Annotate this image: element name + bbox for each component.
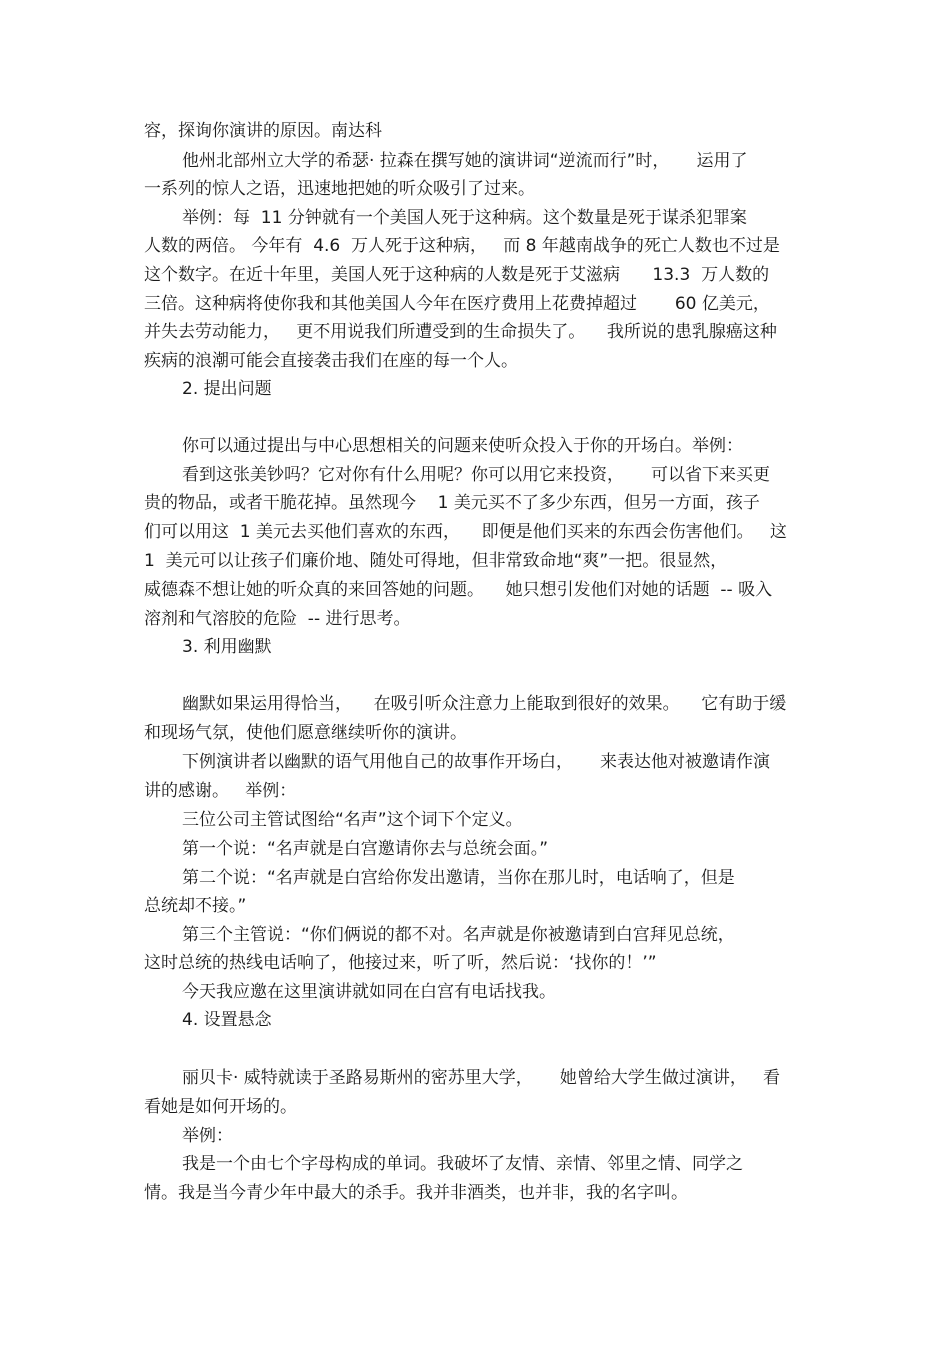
text-line: 我是一个由七个字母构成的单词。我破坏了友情、亲情、邻里之情、同学之 xyxy=(182,1154,743,1174)
text-line: 第一个说：“名声就是白宫邀请你去与总统会面。” xyxy=(182,839,549,859)
text-line: 贵的物品，或者干脆花掉。虽然现今 1 美元买不了多少东西，但另一方面，孩子 xyxy=(144,493,760,513)
text-line: 们可以用这 1 美元去买他们喜欢的东西， 即便是他们买来的东西会伤害他们。 这 xyxy=(144,522,787,542)
text-line: 威德森不想让她的听众真的来回答她的问题。 她只想引发他们对她的话题 -- 吸入 xyxy=(144,580,773,600)
text-line: 三倍。这种病将使你我和其他美国人今年在医疗费用上花费掉超过 60 亿美元， xyxy=(144,294,770,314)
text-line: 并失去劳动能力， 更不用说我们所遭受到的生命损失了。 我所说的患乳腺癌这种 xyxy=(144,322,777,342)
section-heading: 3. 利用幽默 xyxy=(182,637,272,657)
text-line: 总统却不接。” xyxy=(144,896,247,916)
text-line: 容，探询你演讲的原因。南达科 xyxy=(144,121,382,141)
text-line: 下例演讲者以幽默的语气用他自己的故事作开场白， 来表达他对被邀请作演 xyxy=(182,752,771,772)
text-line: 看到这张美钞吗？它对你有什么用呢？你可以用它来投资， 可以省下来买更 xyxy=(182,465,771,485)
text-line: 这个数字。在近十年里，美国人死于这种病的人数是死于艾滋病 13.3 万人数的 xyxy=(144,265,770,285)
text-line: 他州北部州立大学的希瑟· 拉森在撰写她的演讲词“逆流而行”时， 运用了 xyxy=(182,151,748,171)
text-line: 人数的两倍。 今年有 4.6 万人死于这种病， 而 8 年越南战争的死亡人数也不过是 xyxy=(144,236,780,256)
text-line: 三位公司主管试图给“名声”这个词下个定义。 xyxy=(182,810,523,830)
text-line: 1 美元可以让孩子们廉价地、随处可得地，但非常致命地“爽”一把。很显然， xyxy=(144,551,728,571)
text-line: 一系列的惊人之语，迅速地把她的听众吸引了过来。 xyxy=(144,179,535,199)
text-line: 举例： xyxy=(182,1126,233,1146)
section-heading: 4. 设置悬念 xyxy=(182,1010,272,1030)
text-line: 看她是如何开场的。 xyxy=(144,1097,297,1117)
text-line: 疾病的浪潮可能会直接袭击我们在座的每一个人。 xyxy=(144,351,518,371)
text-line: 讲的感谢。 举例： xyxy=(144,781,297,801)
section-heading: 2. 提出问题 xyxy=(182,379,272,399)
text-line: 丽贝卡· 威特就读于圣路易斯州的密苏里大学， 她曾给大学生做过演讲， 看 xyxy=(182,1068,781,1088)
text-line: 溶剂和气溶胶的危险 -- 进行思考。 xyxy=(144,609,411,629)
text-line: 第二个说：“名声就是白宫给你发出邀请，当你在那儿时，电话响了，但是 xyxy=(182,868,735,888)
text-line: 情。我是当今青少年中最大的杀手。我并非酒类，也并非，我的名字叫。 xyxy=(144,1183,688,1203)
text-line: 你可以通过提出与中心思想相关的问题来使听众投入于你的开场白。举例： xyxy=(182,436,743,456)
text-line: 第三个主管说：“你们俩说的都不对。名声就是你被邀请到白宫拜见总统， xyxy=(182,925,735,945)
text-line: 和现场气氛，使他们愿意继续听你的演讲。 xyxy=(144,723,467,743)
text-line: 这时总统的热线电话响了，他接过来，听了听，然后说：‘找你的！’” xyxy=(144,953,657,973)
text-line: 幽默如果运用得恰当， 在吸引听众注意力上能取到很好的效果。 它有助于缓 xyxy=(182,694,787,714)
text-line: 今天我应邀在这里演讲就如同在白宫有电话找我。 xyxy=(182,982,556,1002)
text-line: 举例：每 11 分钟就有一个美国人死于这种病。这个数量是死于谋杀犯罪案 xyxy=(182,208,747,228)
